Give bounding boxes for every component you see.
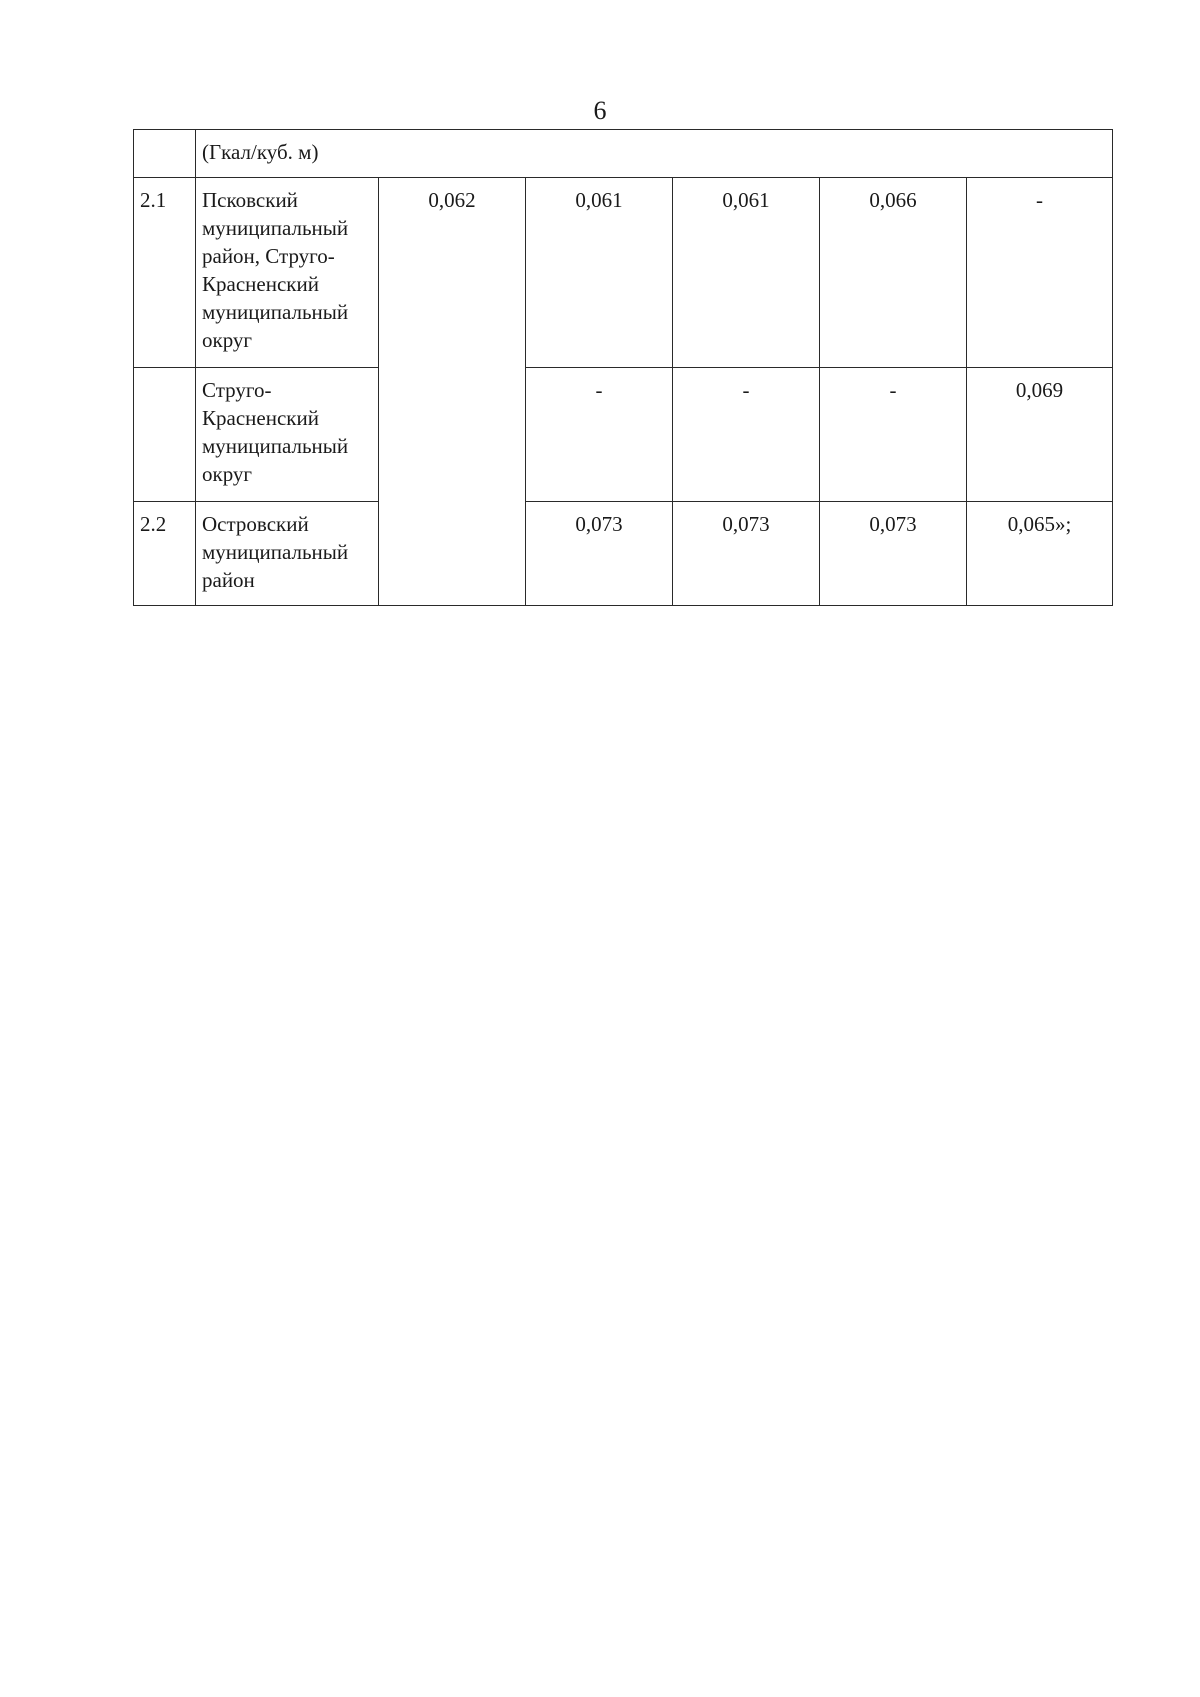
row-number: [134, 368, 196, 502]
page-number: 6: [593, 96, 607, 125]
shared-value-cell: 0,062: [379, 178, 526, 606]
value-cell: 0,066: [820, 178, 967, 368]
value-cell: 0,073: [673, 502, 820, 606]
row-name: Псковский муниципальный район, Струго-Красненский муниципальный округ: [196, 178, 379, 368]
value-cell: 0,065»;: [967, 502, 1113, 606]
table-row-unit: [134, 130, 1113, 178]
row-name: Островский муниципальный район: [196, 502, 379, 606]
table-cell-empty: [134, 130, 196, 178]
value-cell: 0,073: [820, 502, 967, 606]
table-row: [134, 502, 1113, 606]
table-row: [134, 368, 1113, 502]
tariff-table: [133, 129, 1113, 606]
value-cell: -: [526, 368, 673, 502]
value-cell: -: [967, 178, 1113, 368]
value-cell: -: [820, 368, 967, 502]
row-number: 2.1: [134, 178, 196, 368]
value-cell: -: [673, 368, 820, 502]
table-row: [134, 178, 1113, 368]
value-cell: 0,073: [526, 502, 673, 606]
row-number: 2.2: [134, 502, 196, 606]
unit-label-cell: (Гкал/куб. м): [196, 130, 1113, 178]
value-cell: 0,061: [526, 178, 673, 368]
row-name: Струго-Красненский муниципальный округ: [196, 368, 379, 502]
value-cell: 0,061: [673, 178, 820, 368]
value-cell: 0,069: [967, 368, 1113, 502]
